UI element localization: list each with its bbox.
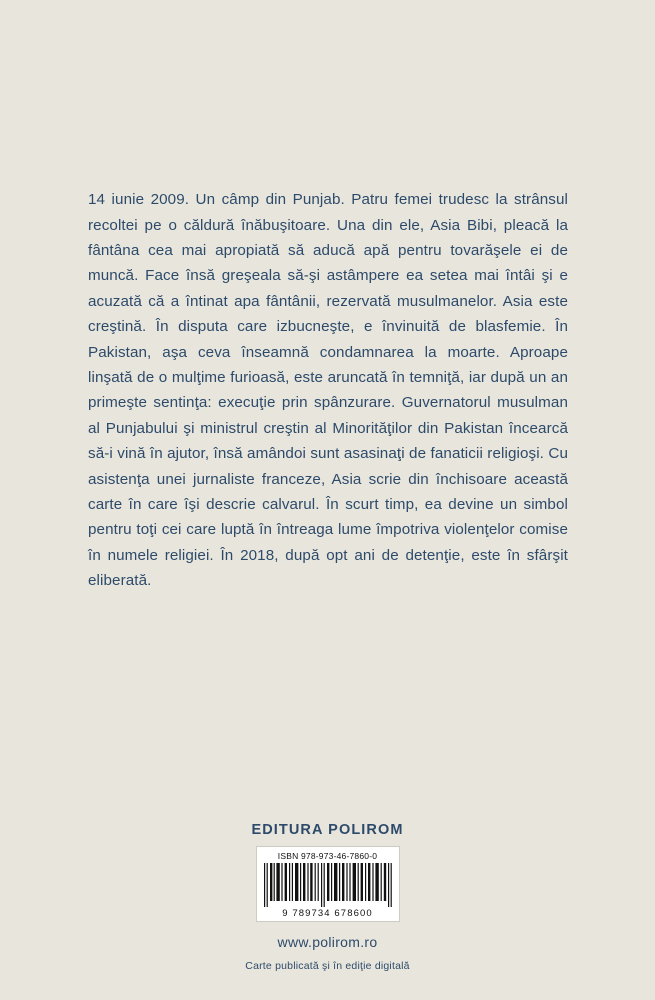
footer-block [0,822,655,972]
publisher-website: www.polirom.ro [277,934,378,950]
isbn-text: ISBN 978-973-46-7860-0 [277,851,378,861]
publisher-name: EDITURA POLIROM [251,822,404,838]
barcode-digits: 9 789734 678600 [282,908,373,919]
back-cover-blurb: 14 iunie 2009. Un câmp din Punjab. Patru femei trudesc la strânsul recoltei pe o căldură înăbuşitoare. Una din ele, Asia Bibi, pleacă la fântâna cea mai apropiată să aducă apă pentru tovarăşele ei de muncă. Face însă greşeala să-şi astâmpere ea setea mai întâi şi e acuzată că a întinat apa fântânii, rezervată musulmanelor. Asia este creştină. În disputa care izbucneşte, e învinuită de blasfemie. În Pakistan, aşa ceva înseamnă condamnarea la moarte. Aproape linşată de o mulţime furioasă, este aruncată în temniţă, iar după un an primeşte sentinţa: execuţie prin spânzurare. Guvernatorul musulman al Punjabului şi ministrul creştin al Minorităţilor din Pakistan încearcă să-i vină în ajutor, însă amândoi sunt asasinaţi de fanaticii religioşi. Cu asistenţa unei jurnaliste franceze, Asia scrie din închisoare această carte în care îşi descrie calvarul. În scurt timp, ea devine un simbol pentru toţi cei care luptă în întreaga lume împotriva violenţelor comise în numele religiei. În 2018, după opt ani de detenţie, este în sfârşit eliberată. [88,191,568,590]
barcode-icon [264,863,392,907]
barcode-block [256,846,400,922]
digital-edition-note: Carte publicată şi în ediţie digitală [245,960,410,972]
